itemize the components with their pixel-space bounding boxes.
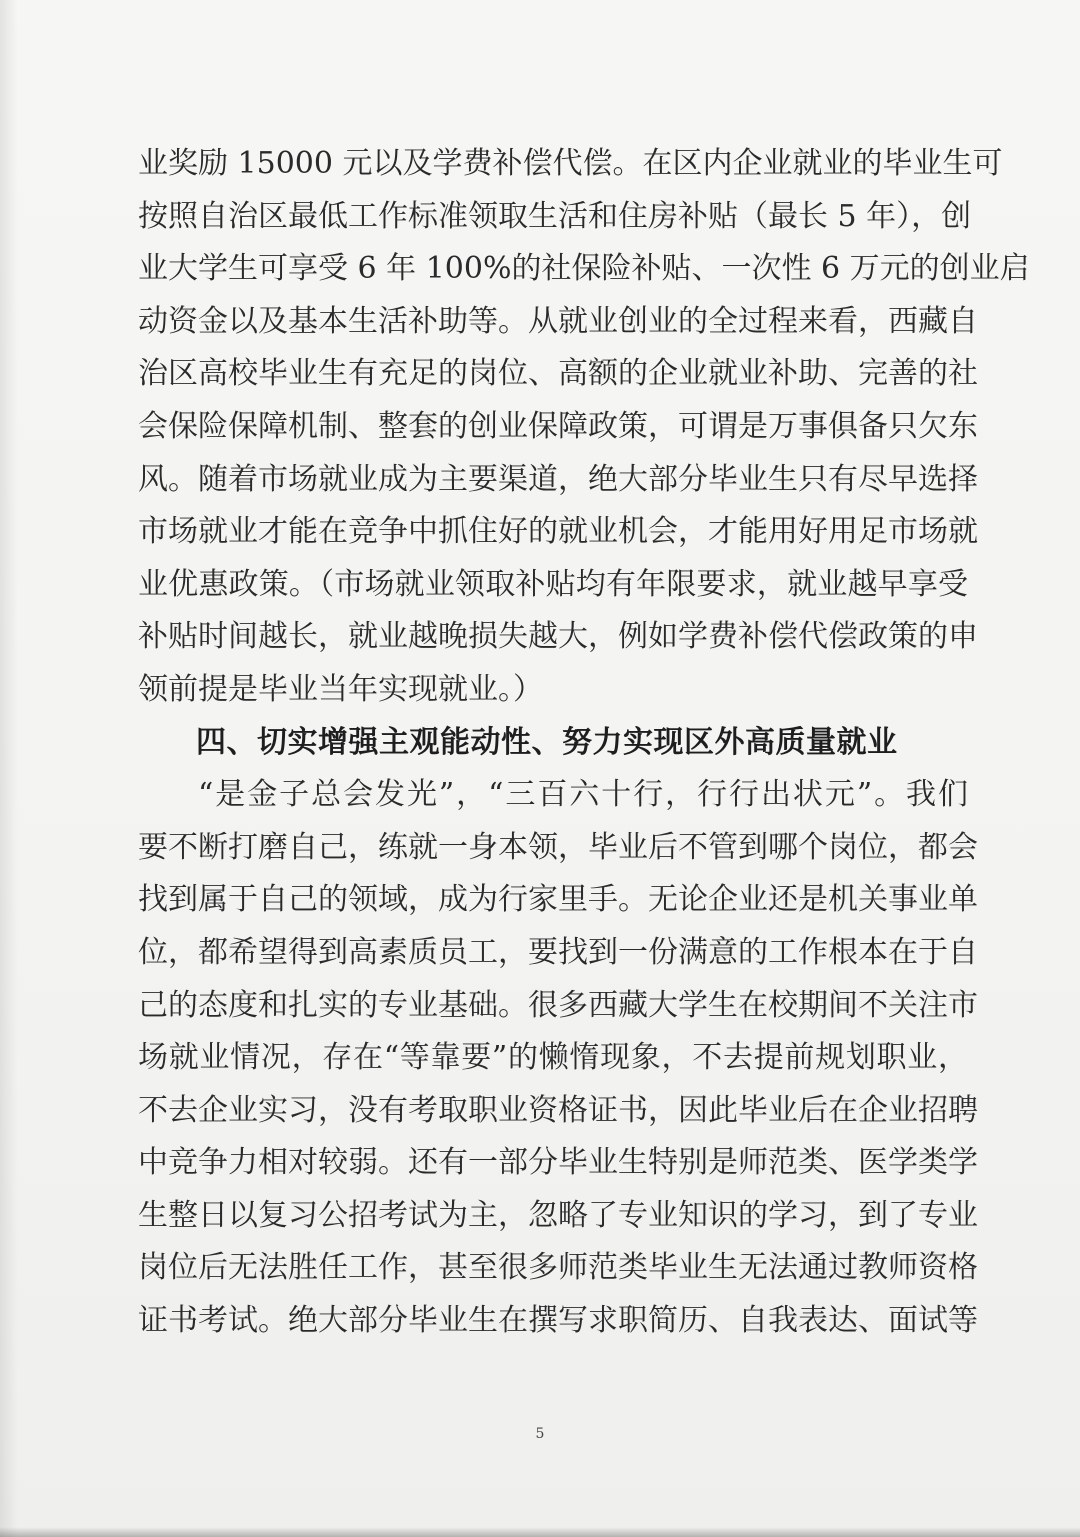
text-line: 业优惠政策。（市场就业领取补贴均有年限要求，就业越早享受 xyxy=(138,566,968,602)
scan-edge-shadow-bottom xyxy=(0,1527,1080,1537)
text-line: 会保险保障机制、整套的创业保障政策，可谓是万事俱备只欠东 xyxy=(138,408,978,444)
document-body xyxy=(138,138,1030,1348)
text-line: 场就业情况，存在“等靠要”的懒惰现象，不去提前规划职业， xyxy=(138,1040,968,1076)
text-line: 补贴时间越长，就业越晚损失越大，例如学费补偿代偿政策的申 xyxy=(138,619,978,655)
text-line: 市场就业才能在竞争中抓住好的就业机会，才能用好用足市场就 xyxy=(138,514,978,550)
text-line: “是金子总会发光”，“三百六十行，行行出状元”。我们 xyxy=(198,777,968,813)
text-line: 不去企业实习，没有考取职业资格证书，因此毕业后在企业招聘 xyxy=(138,1092,978,1128)
text-line: 生整日以复习公招考试为主，忽略了专业知识的学习，到了专业 xyxy=(138,1197,978,1233)
paragraph-section-four xyxy=(138,769,978,1348)
text-line: 治区高校毕业生有充足的岗位、高额的企业就业补助、完善的社 xyxy=(138,356,978,392)
text-line: 中竞争力相对较弱。还有一部分毕业生特别是师范类、医学类学 xyxy=(138,1145,978,1181)
text-line: 风。随着市场就业成为主要渠道，绝大部分毕业生只有尽早选择 xyxy=(138,461,978,497)
text-line: 证书考试。绝大部分毕业生在撰写求职简历、自我表达、面试等 xyxy=(138,1303,978,1339)
text-line: 岗位后无法胜任工作，甚至很多师范类毕业生无法通过教师资格 xyxy=(138,1250,978,1286)
text-line: 按照自治区最低工作标准领取生活和住房补贴（最长 5 年），创 xyxy=(138,198,972,234)
page-number: 5 xyxy=(535,1426,545,1442)
text-line: 动资金以及基本生活补助等。从就业创业的全过程来看，西藏自 xyxy=(138,303,978,339)
scan-edge-shadow-left xyxy=(0,0,18,1537)
section-heading: 四、切实增强主观能动性、努力实现区外高质量就业 xyxy=(196,724,898,760)
text-line: 位，都希望得到高素质员工，要找到一份满意的工作根本在于自 xyxy=(138,934,978,970)
text-line: 找到属于自己的领域，成为行家里手。无论企业还是机关事业单 xyxy=(138,882,978,918)
text-line: 业奖励 15000 元以及学费补偿代偿。在区内企业就业的毕业生可 xyxy=(138,146,1003,181)
text-line: 领前提是毕业当年实现就业。） xyxy=(138,671,543,707)
text-line: 己的态度和扎实的专业基础。很多西藏大学生在校期间不关注市 xyxy=(138,987,978,1023)
paragraph-continued xyxy=(138,138,1030,717)
text-line: 要不断打磨自己，练就一身本领，毕业后不管到哪个岗位，都会 xyxy=(138,829,978,865)
text-line: 业大学生可享受 6 年 100%的社保险补贴、一次性 6 万元的创业启 xyxy=(138,251,1030,287)
